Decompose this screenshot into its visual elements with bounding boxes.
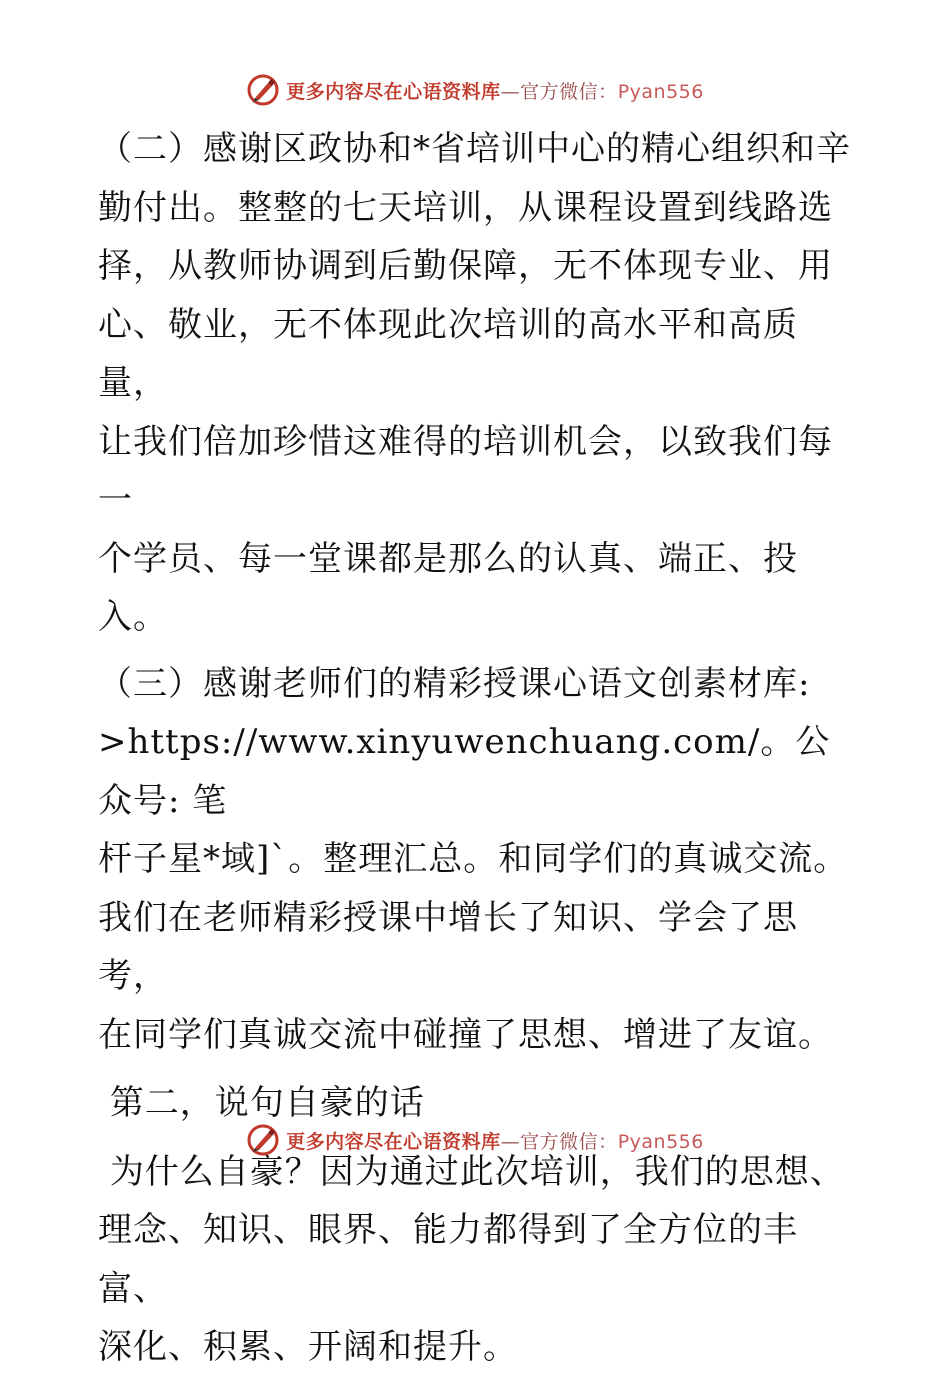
text-line: >https://www.xinyuwenchuang.com/。公众号: 笔: [98, 722, 831, 821]
footer-wechat-id: Pyan556: [617, 1130, 704, 1153]
footer-banner-text: [286, 1127, 704, 1154]
header-brand-text: 更多内容尽在心语资料库: [286, 80, 501, 103]
pen-logo-icon: [246, 1123, 280, 1157]
header-banner-text: [286, 77, 704, 104]
document-body: [98, 120, 858, 1377]
text-line: 深化、积累、开阔和提升。: [98, 1327, 518, 1367]
text-line: 理念、知识、眼界、能力都得到了全方位的丰富、: [98, 1210, 798, 1309]
text-line: （二）感谢区政协和*省培训中心的精心组织和辛: [98, 129, 851, 169]
header-banner: [0, 70, 950, 110]
text-line: （三）感谢老师们的精彩授课心语文创素材库:: [98, 663, 811, 704]
paragraph-thanks-organizers: [98, 120, 858, 647]
header-dash: —: [500, 80, 521, 103]
footer-brand-text: 更多内容尽在心语资料库: [286, 1130, 501, 1153]
header-wechat-id: Pyan556: [617, 80, 704, 103]
paragraph-thanks-teachers: [98, 655, 858, 1065]
text-line: 择，从教师协调到后勤保障，无不体现专业、用: [98, 246, 833, 286]
paragraph-pride: [98, 1143, 858, 1377]
section-heading: 第二，说句自豪的话: [98, 1083, 425, 1123]
text-line: 心、敬业，无不体现此次培训的高水平和高质量，: [98, 304, 798, 403]
text-line: 勤付出。整整的七天培训，从课程设置到线路选: [98, 187, 833, 228]
pen-logo-icon: [246, 73, 280, 107]
footer-dash: —: [500, 1130, 521, 1153]
text-line: 个学员、每一堂课都是那么的认真、端正、投入。: [98, 538, 798, 637]
text-line: 为什么自豪？因为通过此次培训，我们的思想、: [98, 1151, 845, 1192]
text-line: 杆子星*域]`。整理汇总。和同学们的真诚交流。: [98, 839, 849, 879]
header-wechat-label: 官方微信：: [520, 80, 618, 103]
footer-banner: [0, 1120, 950, 1160]
text-line: 在同学们真诚交流中碰撞了思想、增进了友谊。: [98, 1014, 833, 1055]
text-line: 让我们倍加珍惜这难得的培训机会，以致我们每一: [98, 421, 833, 520]
text-line: 我们在老师精彩授课中增长了知识、学会了思考，: [98, 897, 798, 996]
footer-wechat-label: 官方微信：: [520, 1130, 618, 1153]
